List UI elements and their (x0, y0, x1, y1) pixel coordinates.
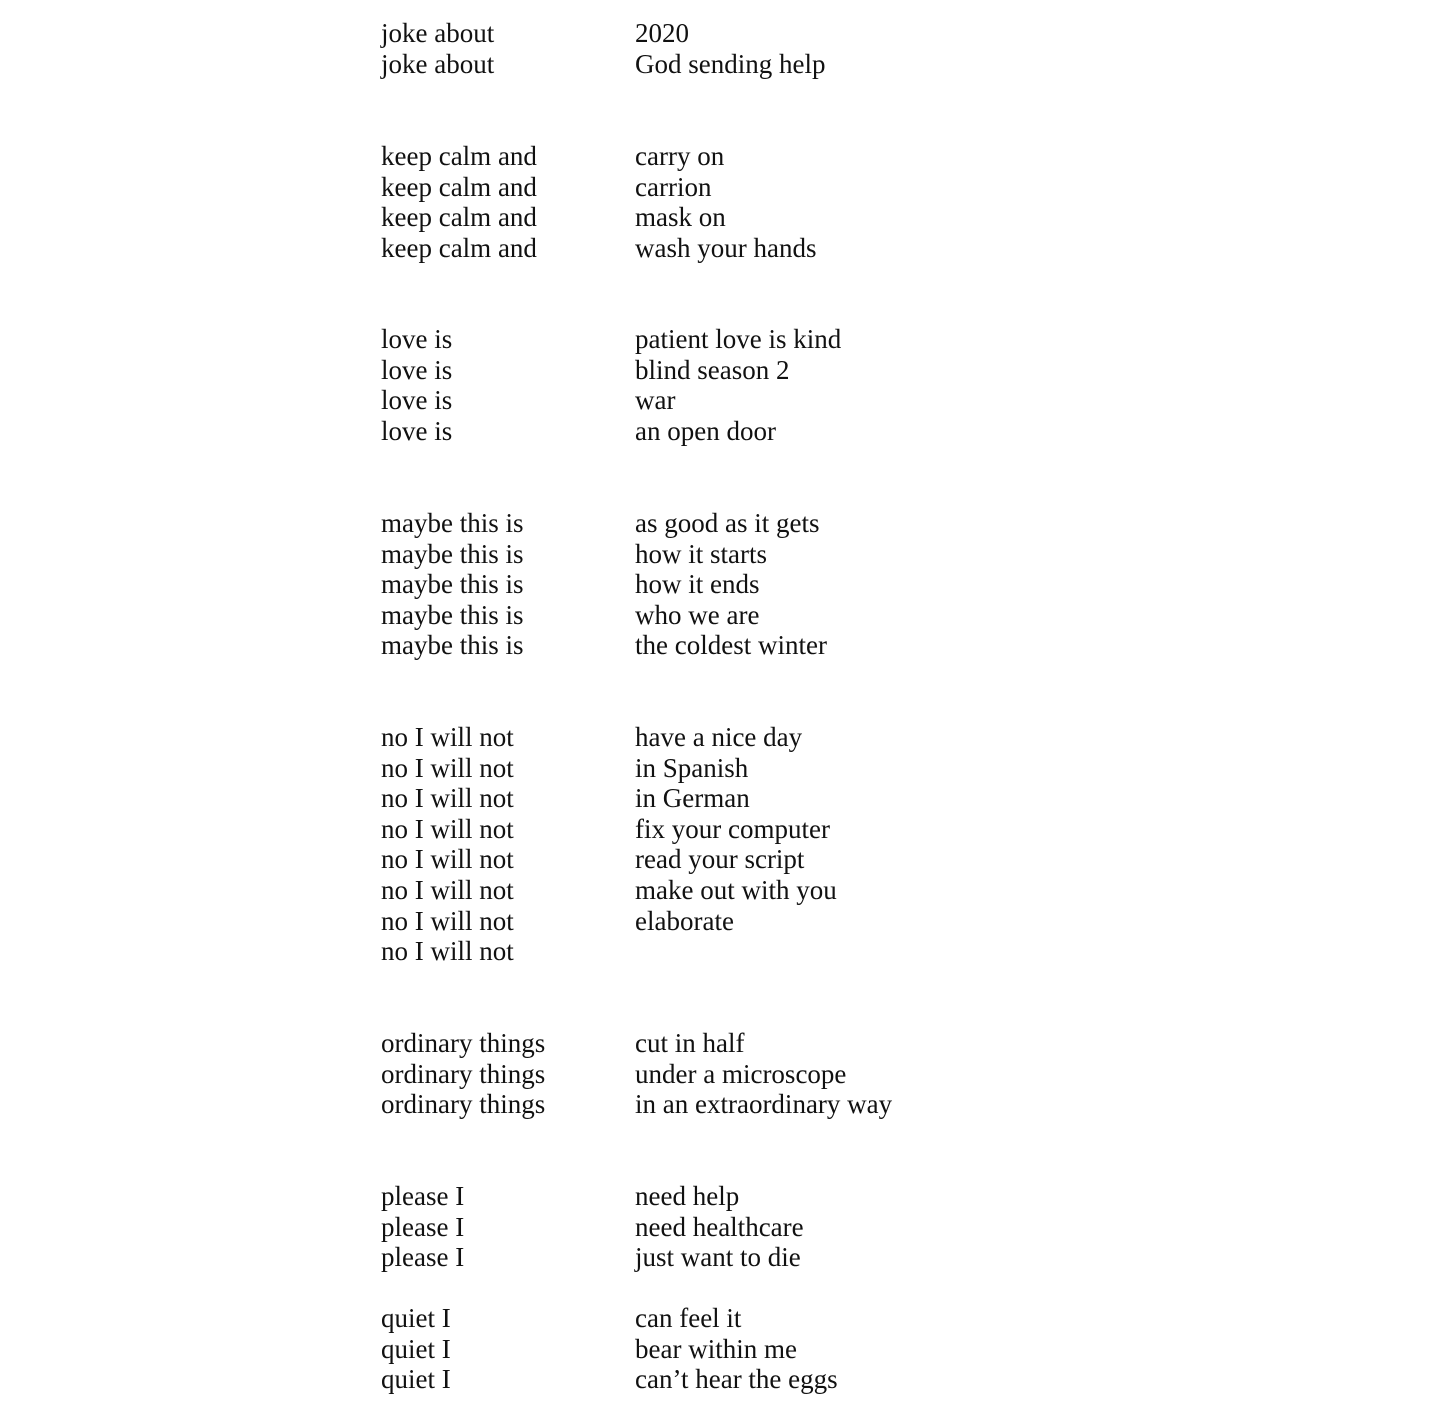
poem-line (381, 1059, 1081, 1090)
line-prefix: love is (381, 415, 453, 446)
line-prefix: joke about (381, 48, 495, 79)
line-completion: carrion (635, 171, 712, 202)
line-completion: can’t hear the eggs (635, 1364, 838, 1395)
line-prefix: please I (381, 1181, 465, 1211)
poem-line (381, 814, 1081, 845)
line-completion: the coldest winter (635, 630, 827, 661)
line-prefix: joke about (381, 18, 495, 48)
line-completion: God sending help (635, 48, 826, 79)
poem-line (381, 355, 1081, 386)
line-completion: wash your hands (635, 232, 817, 263)
line-prefix: maybe this is (381, 508, 524, 538)
poem-line (381, 1303, 1081, 1334)
poem-line (381, 416, 1081, 447)
stanza-please-i (381, 1181, 1081, 1273)
line-completion: who we are (635, 599, 760, 630)
poem-line (381, 753, 1081, 784)
poem-line (381, 1364, 1081, 1395)
poem-line (381, 18, 1081, 49)
poem-line (381, 783, 1081, 814)
stanza-keep-calm (381, 141, 1081, 263)
line-prefix: please I (381, 1242, 465, 1273)
line-completion: bear within me (635, 1333, 797, 1364)
line-prefix: love is (381, 324, 453, 354)
line-prefix: ordinary things (381, 1028, 546, 1058)
line-prefix: quiet I (381, 1364, 451, 1395)
line-prefix: keep calm and (381, 202, 537, 233)
stanza-ordinary-things (381, 1028, 1081, 1120)
line-completion: an open door (635, 415, 776, 446)
line-prefix: please I (381, 1211, 465, 1242)
line-completion: 2020 (635, 18, 689, 48)
stanza-maybe-this-is (381, 508, 1081, 661)
poem-line (381, 1212, 1081, 1243)
line-completion: war (635, 385, 676, 416)
poem-line (381, 569, 1081, 600)
line-prefix: maybe this is (381, 599, 524, 630)
line-prefix: ordinary things (381, 1089, 546, 1120)
line-completion: in German (635, 783, 750, 814)
line-completion: make out with you (635, 874, 837, 905)
line-prefix: keep calm and (381, 171, 537, 202)
line-completion: in Spanish (635, 752, 749, 783)
line-prefix: maybe this is (381, 630, 524, 661)
line-prefix: no I will not (381, 905, 514, 936)
line-completion: blind season 2 (635, 354, 790, 385)
line-completion: how it ends (635, 569, 760, 600)
line-prefix: no I will not (381, 844, 514, 875)
line-prefix: no I will not (381, 783, 514, 814)
line-completion: need help (635, 1181, 740, 1211)
line-completion: carry on (635, 141, 725, 171)
line-prefix: love is (381, 385, 453, 416)
line-completion: just want to die (635, 1242, 801, 1273)
line-prefix: love is (381, 354, 453, 385)
line-completion: cut in half (635, 1028, 745, 1058)
line-completion: mask on (635, 202, 726, 233)
line-completion: in an extraordinary way (635, 1089, 893, 1120)
stanza-joke-about (381, 18, 1081, 79)
stanza-love-is (381, 324, 1081, 446)
line-completion: have a nice day (635, 722, 803, 752)
poem-line (381, 936, 1081, 967)
line-prefix: quiet I (381, 1333, 451, 1364)
line-completion: read your script (635, 844, 805, 875)
poem-line (381, 875, 1081, 906)
poem-line (381, 385, 1081, 416)
line-completion: as good as it gets (635, 508, 820, 538)
poem-line (381, 1334, 1081, 1365)
poem-line (381, 1181, 1081, 1212)
poem-line (381, 324, 1081, 355)
poem-line (381, 202, 1081, 233)
poem-line (381, 508, 1081, 539)
line-completion: under a microscope (635, 1058, 847, 1089)
poem-line (381, 906, 1081, 937)
poem-line (381, 722, 1081, 753)
line-prefix: no I will not (381, 752, 514, 783)
poem-line (381, 172, 1081, 203)
poem-line (381, 1028, 1081, 1059)
line-completion: fix your computer (635, 813, 830, 844)
line-prefix: keep calm and (381, 232, 537, 263)
line-prefix: maybe this is (381, 569, 524, 600)
line-completion: need healthcare (635, 1211, 804, 1242)
line-completion: elaborate (635, 905, 734, 936)
line-prefix: maybe this is (381, 538, 524, 569)
line-completion: can feel it (635, 1303, 742, 1333)
line-prefix: no I will not (381, 813, 514, 844)
line-completion: patient love is kind (635, 324, 842, 354)
poem-line (381, 233, 1081, 264)
poem-line (381, 1089, 1081, 1120)
line-prefix: no I will not (381, 722, 514, 752)
poem-line (381, 49, 1081, 80)
poem-line (381, 844, 1081, 875)
line-prefix: keep calm and (381, 141, 537, 171)
stanza-quiet-i (381, 1303, 1081, 1395)
poem-line (381, 630, 1081, 661)
line-prefix: quiet I (381, 1303, 451, 1333)
poem-line (381, 539, 1081, 570)
stanza-no-i-will-not (381, 722, 1081, 967)
poem-line (381, 141, 1081, 172)
line-prefix: ordinary things (381, 1058, 546, 1089)
line-prefix: no I will not (381, 936, 514, 967)
poem-line (381, 1242, 1081, 1273)
line-completion: how it starts (635, 538, 767, 569)
poem-line (381, 600, 1081, 631)
line-prefix: no I will not (381, 874, 514, 905)
